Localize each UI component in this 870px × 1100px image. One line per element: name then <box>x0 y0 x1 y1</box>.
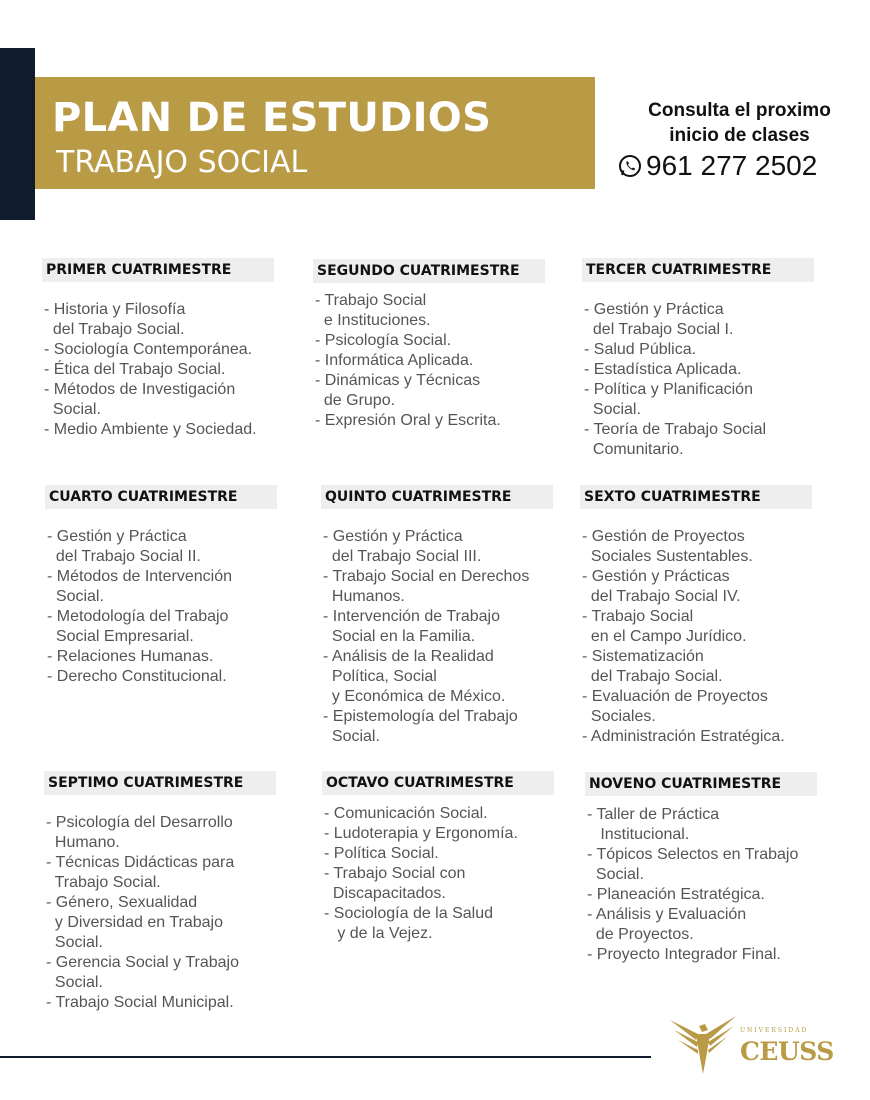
semester-course-list <box>580 527 812 747</box>
semester-course-list <box>322 804 554 944</box>
course-item: - Evaluación de Proyectos <box>582 688 768 705</box>
course-item: - Planeación Estratégica. <box>587 886 765 903</box>
page-title: PLAN DE ESTUDIOS <box>52 95 492 141</box>
semester-4 <box>45 485 277 687</box>
course-item: Humano. <box>46 834 120 851</box>
course-item: - Metodología del Trabajo <box>47 608 229 625</box>
course-item: del Trabajo Social. <box>44 321 185 338</box>
course-item: en el Campo Jurídico. <box>582 628 747 645</box>
course-item: - Sociología Contemporánea. <box>44 341 253 358</box>
course-item: - Tópicos Selectos en Trabajo <box>587 846 799 863</box>
course-item: Social. <box>44 401 101 418</box>
semester-3 <box>582 258 814 460</box>
phone-number: 961 277 2502 <box>646 150 818 181</box>
semester-title: SEXTO CUATRIMESTRE <box>580 485 812 509</box>
semester-course-list <box>44 813 276 1013</box>
course-item: - Informática Aplicada. <box>315 352 474 369</box>
course-item: - Gestión y Prácticas <box>582 568 730 585</box>
semester-1 <box>42 258 274 440</box>
semester-2 <box>313 259 545 431</box>
course-item: - Métodos de Investigación <box>44 381 236 398</box>
semester-9 <box>585 772 817 965</box>
course-item: - Política Social. <box>324 845 439 862</box>
course-item: - Medio Ambiente y Sociedad. <box>44 421 257 438</box>
course-item: de Proyectos. <box>587 926 694 943</box>
course-item: - Epistemología del Trabajo <box>323 708 518 725</box>
course-item: Social en la Familia. <box>323 628 476 645</box>
footer-divider <box>0 1056 651 1058</box>
course-item: - Gestión y Práctica <box>323 528 463 545</box>
semester-title: OCTAVO CUATRIMESTRE <box>322 771 554 795</box>
course-item: - Gestión y Práctica <box>584 301 724 318</box>
course-item: - Derecho Constitucional. <box>47 668 227 685</box>
course-item: - Psicología Social. <box>315 332 452 349</box>
course-item: Trabajo Social. <box>46 874 161 891</box>
logo-university-text: UNIVERSIDAD <box>740 1027 809 1034</box>
course-item: Política, Social <box>323 668 437 685</box>
semester-course-list <box>45 527 277 687</box>
course-item: - Historia y Filosofía <box>44 301 186 318</box>
semester-course-list <box>313 291 545 431</box>
course-item: - Trabajo Social con <box>324 865 466 882</box>
course-item: - Trabajo Social <box>582 608 694 625</box>
contact-phone[interactable] <box>618 150 817 182</box>
course-item: y Diversidad en Trabajo <box>46 914 223 931</box>
ceuss-logo <box>668 1012 834 1076</box>
course-item: Humanos. <box>323 588 405 605</box>
course-item: - Trabajo Social <box>315 292 427 309</box>
semester-title: CUARTO CUATRIMESTRE <box>45 485 277 509</box>
logo-name: CEUSS <box>740 1037 834 1066</box>
course-item: e Instituciones. <box>315 312 431 329</box>
course-item: - Taller de Práctica <box>587 806 720 823</box>
contact-line-1: Consulta el proximo <box>648 100 831 121</box>
course-item: Comunitario. <box>584 441 684 458</box>
course-item: Social. <box>323 728 380 745</box>
course-item: del Trabajo Social II. <box>47 548 201 565</box>
page-subtitle: TRABAJO SOCIAL <box>56 145 308 180</box>
course-item: - Sociología de la Salud <box>324 905 493 922</box>
course-item: del Trabajo Social III. <box>323 548 482 565</box>
course-item: - Métodos de Intervención <box>47 568 232 585</box>
course-item: - Análisis de la Realidad <box>323 648 494 665</box>
course-item: del Trabajo Social. <box>582 668 723 685</box>
course-item: - Psicología del Desarrollo <box>46 814 233 831</box>
course-item: - Salud Pública. <box>584 341 697 358</box>
course-item: Social. <box>46 934 103 951</box>
course-item: - Comunicación Social. <box>324 805 488 822</box>
course-item: Institucional. <box>587 826 690 843</box>
course-item: - Teoría de Trabajo Social <box>584 421 767 438</box>
semester-title: TERCER CUATRIMESTRE <box>582 258 814 282</box>
semester-course-list <box>321 527 553 747</box>
course-item: Social. <box>46 974 103 991</box>
course-item: - Trabajo Social Municipal. <box>46 994 234 1011</box>
semester-8 <box>322 771 554 944</box>
course-item: - Dinámicas y Técnicas <box>315 372 481 389</box>
course-item: - Administración Estratégica. <box>582 728 785 745</box>
whatsapp-icon <box>618 154 642 178</box>
course-item: - Relaciones Humanas. <box>47 648 214 665</box>
course-item: Sociales Sustentables. <box>582 548 753 565</box>
course-item: - Intervención de Trabajo <box>323 608 500 625</box>
navy-accent-bar <box>0 48 35 220</box>
course-item: - Trabajo Social en Derechos <box>323 568 530 585</box>
semester-title: SEPTIMO CUATRIMESTRE <box>44 771 276 795</box>
header-banner <box>35 77 595 189</box>
semester-course-list <box>42 300 274 440</box>
course-item: - Sistematización <box>582 648 704 665</box>
course-item: - Gestión de Proyectos <box>582 528 745 545</box>
semester-7 <box>44 771 276 1013</box>
semester-course-list <box>582 300 814 460</box>
semester-5 <box>321 485 553 747</box>
course-item: Social Empresarial. <box>47 628 194 645</box>
course-item: Social. <box>47 588 104 605</box>
course-item: - Expresión Oral y Escrita. <box>315 412 501 429</box>
course-item: Social. <box>584 401 641 418</box>
course-item: - Ética del Trabajo Social. <box>44 361 226 378</box>
course-item: del Trabajo Social I. <box>584 321 734 338</box>
course-item: y de la Vejez. <box>324 925 433 942</box>
course-item: - Gestión y Práctica <box>47 528 187 545</box>
eagle-logo-icon <box>668 1012 738 1076</box>
semester-course-list <box>585 805 817 965</box>
semester-title: SEGUNDO CUATRIMESTRE <box>313 259 545 283</box>
semester-title: NOVENO CUATRIMESTRE <box>585 772 817 796</box>
course-item: - Política y Planificación <box>584 381 753 398</box>
course-item: Discapacitados. <box>324 885 446 902</box>
course-item: - Género, Sexualidad <box>46 894 198 911</box>
contact-line-2: inicio de clases <box>669 125 810 146</box>
course-item: - Técnicas Didácticas para <box>46 854 235 871</box>
course-item: - Gerencia Social y Trabajo <box>46 954 239 971</box>
course-item: de Grupo. <box>315 392 396 409</box>
course-item: y Económica de México. <box>323 688 506 705</box>
course-item: - Análisis y Evaluación <box>587 906 747 923</box>
contact-block <box>612 98 867 181</box>
semester-title: QUINTO CUATRIMESTRE <box>321 485 553 509</box>
course-item: - Ludoterapia y Ergonomía. <box>324 825 518 842</box>
course-item: del Trabajo Social IV. <box>582 588 741 605</box>
course-item: Sociales. <box>582 708 656 725</box>
course-item: - Estadística Aplicada. <box>584 361 742 378</box>
course-item: - Proyecto Integrador Final. <box>587 946 781 963</box>
semester-6 <box>580 485 812 747</box>
course-item: Social. <box>587 866 644 883</box>
semester-title: PRIMER CUATRIMESTRE <box>42 258 274 282</box>
